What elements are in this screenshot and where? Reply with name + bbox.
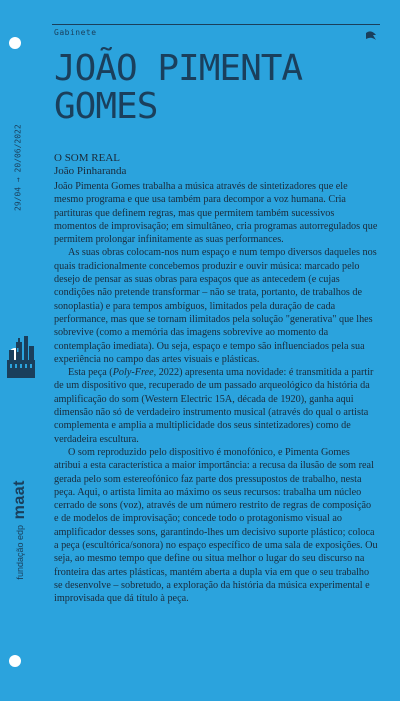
arrow-icon — [364, 28, 378, 42]
title-line-1: JOÃO PIMENTA — [54, 48, 303, 89]
exhibition-dates: 29/04 → 20/06/2022 — [13, 124, 23, 212]
paragraph-3-rest: , 2022) apresenta uma novidade: é transmitida a partir de um dispositivo que, recuperado de um passado arqueológico da história da amplificação do som (Western Electric 15A, década de 1920), ganha aqui dimensão não só de verdadeiro instrumento musical (através do qual o artista complementa e amplia a multiplicidade dos seus sintetizadores) como de verdadeira escultura. — [54, 367, 374, 445]
work-title: Poly-Free — [112, 367, 154, 379]
paragraph-3 — [54, 366, 378, 446]
title-line-2: GOMES — [54, 86, 158, 127]
building-icon — [5, 330, 37, 380]
article-author: João Pinharanda — [54, 165, 127, 177]
paragraph-4: O som reproduzido pelo dispositivo é monofónico, e Pimenta Gomes atribui a esta característica a maior importância: a recusa da ilusão de som real gerada pelo som estereofónico faz parte dos pressupostos de trabalho, nesta peça. Aqui, o artista limita ao máximo os seus recursos: trabalha um núcleo cerrado de sons (voz), através de um número restrito de regras de composição e de modelos de improvisação; concede todo o protagonismo visual ao amplificador desses sons, garantindo-lhes um decisivo suporte plástico; coloca a peça (escultórica/sonora) no espaço específico de uma sala de exposições. Ou seja, ao mesmo tempo que define ou situa melhor o lugar do seu discurso na fronteira das artes plásticas, mantém aberta a dupla via em que o seu trabalho se desenvolve – sobretudo, a exploração da história da música experimental e improvisada que dá título à peça. — [54, 446, 378, 605]
header-rule — [52, 24, 380, 25]
article-subtitle: O SOM REAL — [54, 152, 121, 164]
article-body — [54, 180, 378, 606]
paragraph-2: As suas obras colocam-nos num espaço e num tempo diversos daqueles nos quais tradicionalmente concebemos produzir e ouvir música: marcado pelo desejo de pensar as suas obras para espaços que as antecedem (e cujas condições não pretende transformar – não se trata, portanto, de trabalhos de sonoplastia) e para tempos ambíguos, limitados pela duração de cada performance, mas que se tornam ilimitados pela solução "generativa" que lhes sobrevive (como a memória das imagens sobrevive ao momento da contemplação imediata). Ou seja, espaço e tempo são influenciados pela sua experiência no campo das artes visuais e plásticas. — [54, 247, 377, 365]
page-title — [54, 50, 302, 126]
paragraph-3-start: Esta peça ( — [68, 367, 113, 379]
paragraph-1: João Pimenta Gomes trabalha a música através de sintetizadores que ele mesmo programa e que usa também para decompor a voz humana. Cria partituras que definem regras, mas que permitem também sucessivos momentos de improvisação; em simultâneo, cria programas autorregulados que permitem prolongar infinitamente as suas performances. — [54, 181, 378, 246]
article-meta — [54, 152, 126, 178]
brand-logo — [8, 480, 32, 620]
binder-hole-bottom — [9, 655, 21, 667]
binder-hole-top — [9, 37, 21, 49]
section-label: Gabinete — [54, 28, 97, 37]
brand-name: maat — [11, 480, 28, 520]
brand-sub: fundação edp — [15, 525, 25, 580]
